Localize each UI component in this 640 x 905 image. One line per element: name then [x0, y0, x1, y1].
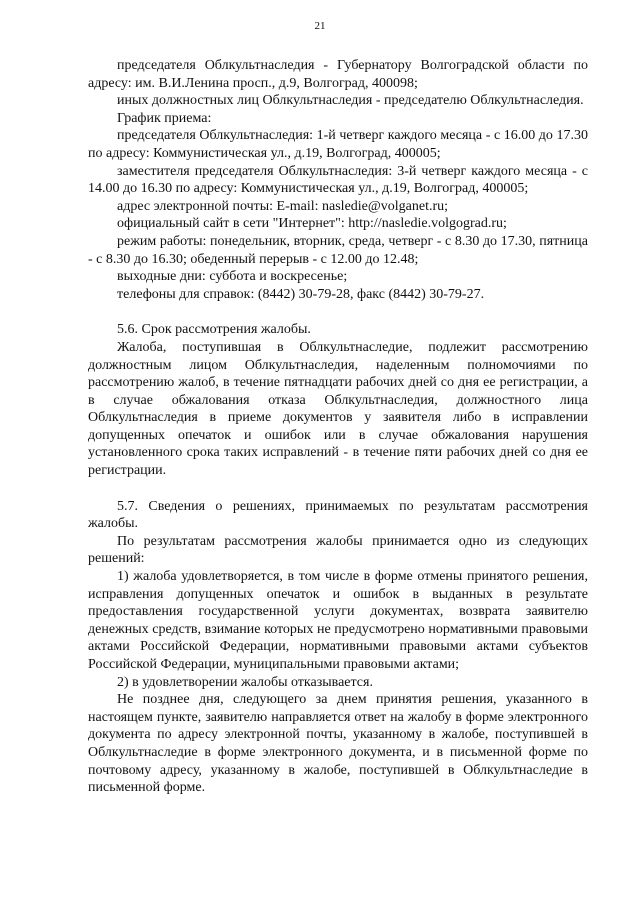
- section-heading-5-6: 5.6. Срок рассмотрения жалобы.: [117, 322, 311, 338]
- paragraph-days-off: выходные дни: суббота и воскресенье;: [117, 269, 348, 285]
- section-heading-5-7: 5.7. Сведения о решениях, принимаемых по результатам рассмотрения жалобы.: [88, 498, 588, 532]
- section-gap: [88, 480, 588, 498]
- paragraph-decision-1: 1) жалоба удовлетворяется, в том числе в форме отмены принятого решения, исправления допущенных опечаток и ошибок в выданных в результате предоставления государственной услуги документах, возврата заявителю денежных средств, взимание которых не предусмотрено нормативными правовыми актами Российской Федерации, нормативными правовыми актами субъектов Российской Федерации, муниципальными правовыми актами;: [88, 569, 588, 672]
- page-number: 21: [314, 20, 326, 32]
- paragraph-response-notice: Не позднее дня, следующего за днем принятия решения, указанного в настоящем пункте, заявителю направляется ответ на жалобу в форме электронного документа по адресу электронной почты, указанному в жалобе, поступившей в Облкультнаследие в форме электронного документа, и в письменной форме по почтовому адресу, указанному в жалобе, поступившей в Облкультнаследие в письменной форме.: [88, 692, 588, 796]
- paragraph-website: официальный сайт в сети "Интернет": http://nasledie.volgograd.ru;: [117, 216, 507, 232]
- paragraph-phones: телефоны для справок: (8442) 30-79-28, факс (8442) 30-79-27.: [117, 286, 485, 302]
- paragraph-working-hours: режим работы: понедельник, вторник, среда, четверг - с 8.30 до 17.30, пятница - с 8.30 до 16.30; обеденный перерыв - с 12.00 до 12.48;: [88, 233, 588, 267]
- section-gap: [88, 303, 588, 321]
- paragraph-officials-appeal: иных должностных лиц Облкультнаследия - председателю Облкультнаследия.: [117, 93, 584, 109]
- paragraph-email: адрес электронной почты: E-mail: nasledie@volganet.ru;: [117, 198, 449, 214]
- paragraph-review-period: Жалоба, поступившая в Облкультнаследие, подлежит рассмотрению должностным лицом Облкультнаследия, наделенным полномочиями по рассмотрению жалоб, в течение пятнадцати рабочих дней со дня ее регистрации, а в случае обжалования отказа Облкультнаследия, должностного лица Облкультнаследия в приеме документов у заявителя либо в исправлении допущенных опечаток и ошибок или в случае обжалования нарушения установленного срока таких исправлений - в течение пяти рабочих дней со дня ее регистрации.: [88, 339, 588, 479]
- paragraph-chairman-schedule: председателя Облкультнаследия: 1-й четверг каждого месяца - с 16.00 до 17.30 по адресу: Коммунистическая ул., д.19, Волгоград, 400005;: [88, 128, 588, 161]
- paragraph-deputy-schedule: заместителя председателя Облкультнаследия: 3-й четверг каждого месяца - с 14.00 до 16.30 по адресу: Коммунистическая ул., д.19, Волгоград, 400005;: [88, 163, 588, 197]
- paragraph-reception-schedule-heading: График приема:: [117, 110, 212, 126]
- paragraph-decision-2: 2) в удовлетворении жалобы отказывается.: [117, 674, 373, 690]
- paragraph-chairman-appeal: председателя Облкультнаследия - Губернатору Волгоградской области по адресу: им. В.И.Ленина просп., д.9, Волгоград, 400098;: [88, 58, 588, 91]
- document-body: [88, 57, 588, 797]
- paragraph-decisions-intro: По результатам рассмотрения жалобы принимается одно из следующих решений:: [88, 533, 588, 567]
